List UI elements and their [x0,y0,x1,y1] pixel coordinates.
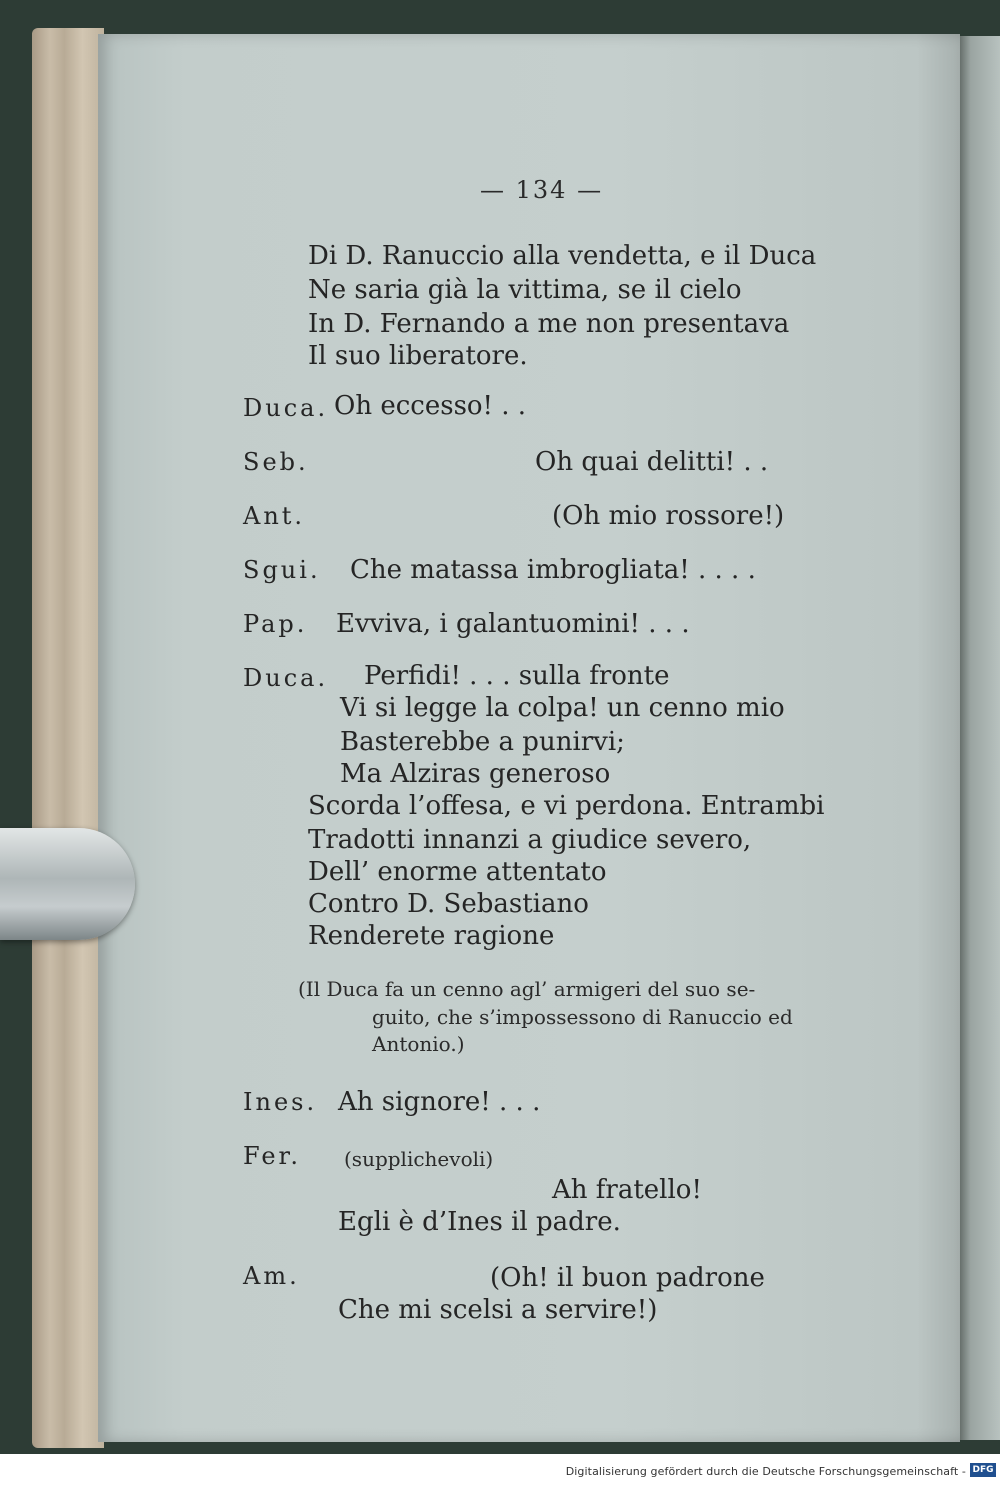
verse-line: Egli è d’Ines il padre. [338,1207,621,1237]
speaker-duca: Duca. [243,664,329,692]
verse-line: Il suo liberatore. [308,341,528,371]
stage-direction: Antonio.) [372,1032,465,1056]
verse-line: Basterebbe a punirvi; [340,727,625,757]
speaker-pap: Pap. [243,610,308,638]
verse-line: (Oh! il buon padrone [490,1263,765,1293]
dialogue-line: Evviva, i galantuomini! . . . [336,609,690,639]
dialogue-line: Oh quai delitti! . . [535,447,769,477]
dialogue-line: Perfidi! . . . sulla fronte [364,661,670,691]
page-number: — 134 — [480,176,604,204]
verse-line: Ma Alziras generoso [340,759,611,789]
dfg-logo: DFG [970,1463,996,1477]
dialogue-line: Oh eccesso! . . [334,391,527,421]
verse-line: Ah fratello! [552,1175,702,1205]
funding-notice: Digitalisierung gefördert durch die Deutsche Forschungsgemeinschaft - [565,1465,966,1478]
speaker-ant: Ant. [243,502,306,530]
speaker-seb: Seb. [243,448,309,476]
verse-line: Dell’ enorme attentato [308,857,607,887]
verse-line: Ne saria già la vittima, se il cielo [308,275,742,305]
verse-line: Renderete ragione [308,921,555,951]
stage-direction: guito, che s’impossessono di Ranuccio ed [372,1005,793,1029]
dialogue-line: Ah signore! . . . [338,1087,541,1117]
verse-line: Di D. Ranuccio alla vendetta, e il Duca [308,241,817,271]
verse-line: In D. Fernando a me non presentava [308,309,790,339]
speaker-duca: Duca. [243,394,329,422]
dialogue-line: (Oh mio rossore!) [552,501,785,531]
digitization-footer [0,1454,1000,1488]
facing-page-edge [958,36,1000,1440]
dialogue-line: Che matassa imbrogliata! . . . . [350,555,756,585]
speaker-fer: Fer. [243,1142,302,1170]
verse-line: Che mi scelsi a servire!) [338,1295,658,1325]
stage-direction: (supplichevoli) [344,1147,494,1171]
speaker-sgui: Sgui. [243,556,321,584]
book-page-edges [32,28,104,1448]
speaker-am: Am. [243,1262,300,1290]
page-holder-clip [0,828,135,940]
verse-line: Scorda l’offesa, e vi perdona. Entrambi [308,791,825,821]
speaker-ines: Ines. [243,1088,318,1116]
verse-line: Contro D. Sebastiano [308,889,589,919]
verse-line: Tradotti innanzi a giudice severo, [308,825,752,855]
stage-direction: (Il Duca fa un cenno agl’ armigeri del suo se- [298,977,756,1001]
verse-line: Vi si legge la colpa! un cenno mio [340,693,785,723]
